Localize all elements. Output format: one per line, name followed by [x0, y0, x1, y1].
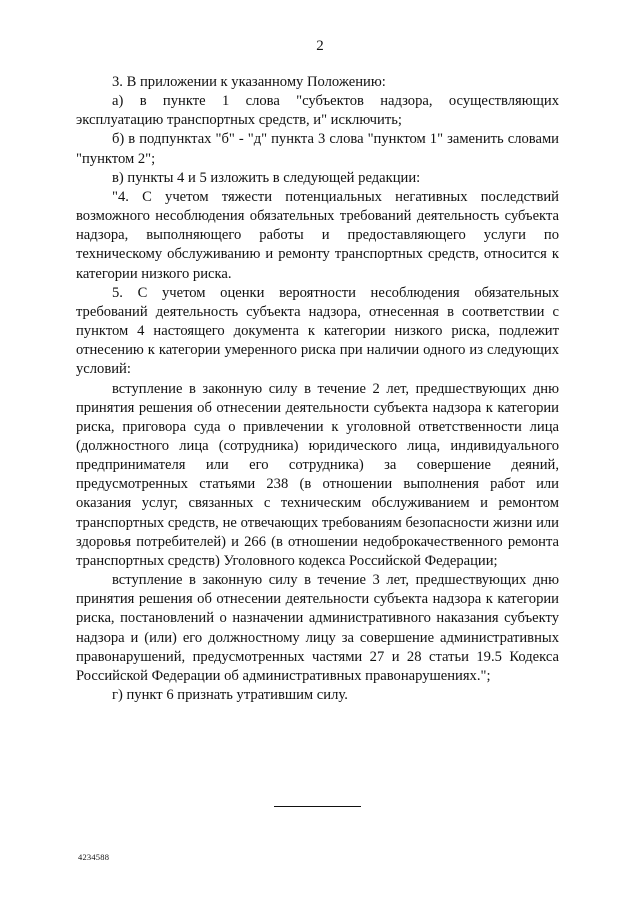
page-number: 2	[316, 38, 324, 54]
end-separator-line	[274, 806, 361, 807]
paragraph-subitem-a: а) в пункте 1 слова "субъектов надзора, осуществляющих эксплуатацию транспортных средств, и" исключить;	[76, 93, 559, 129]
paragraph-condition-1: вступление в законную силу в течение 2 лет, предшествующих дню принятия решения об отнесении деятельности субъекта надзора к категории риска, приговора суда о привлечении к уголовной ответственности лица (должностного лица (сотрудника) юридического лица, индивидуального предпринимателя или его сотрудника) за совершение деяний, предусмотренных статьями 238 (в отношении выполнения работ или оказания услуг, связанных с техническим обслуживанием и ремонтом транспортных средств, не отвечающих требованиям безопасности жизни или здоровья потребителей) и 266 (в отношении недоброкачественного ремонта транспортных средств) Уголовного кодекса Российской Федерации;	[76, 380, 559, 569]
document-code: 4234588	[78, 852, 110, 862]
paragraph-condition-2: вступление в законную силу в течение 3 лет, предшествующих дню принятия решения об отнесении деятельности субъекта надзора к категории риска, постановлений о назначении административного наказания субъекту надзора и (или) его должностному лицу за совершение административных правонарушений, предусмотренных частями 27 и 28 статьи 19.5 Кодекса Российской Федерации об административных правонарушениях.";	[76, 572, 559, 684]
paragraph-subitem-g: г) пункт 6 признать утратившим силу.	[112, 687, 348, 703]
document-body	[76, 73, 559, 705]
paragraph-subitem-b: б) в подпунктах "б" - "д" пункта 3 слова "пунктом 1" заменить словами "пунктом 2";	[76, 131, 559, 167]
paragraph-point-4: "4. С учетом тяжести потенциальных негативных последствий возможного несоблюдения обязательных требований деятельность субъекта надзора, выполняющего работы и предоставляющего услуги по техническому обслуживанию и ремонту транспортных средств, относится к категории низкого риска.	[76, 188, 559, 282]
paragraph-item-3: 3. В приложении к указанному Положению:	[112, 74, 386, 90]
paragraph-point-5: 5. С учетом оценки вероятности несоблюдения обязательных требований деятельность субъекта надзора, отнесенная в соответствии с пунктом 4 настоящего документа к категории низкого риска, подлежит отнесению к категории умеренного риска при наличии одного из следующих условий:	[76, 284, 559, 378]
paragraph-subitem-v: в) пункты 4 и 5 изложить в следующей редакции:	[112, 169, 421, 186]
